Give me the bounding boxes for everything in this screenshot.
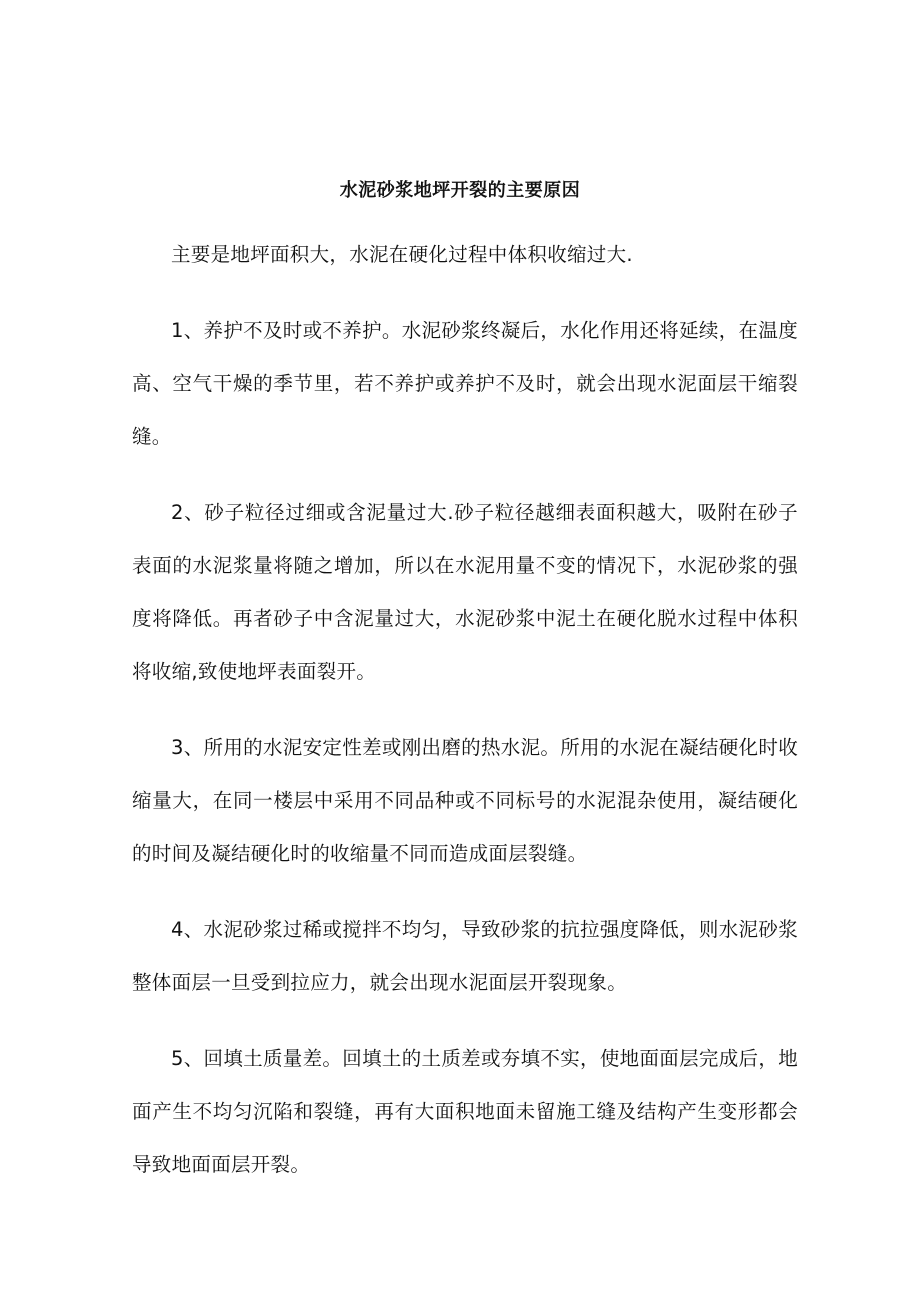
paragraph-4: 4、水泥砂浆过稀或搅拌不均匀，导致砂浆的抗拉强度降低，则水泥砂浆整体面层一旦受到拉应力，就会出现水泥面层开裂现象。 <box>132 918 798 994</box>
paragraph-5: 5、回填土质量差。回填土的土质差或夯填不实，使地面面层完成后，地面产生不均匀沉陷和裂缝，再有大面积地面未留施工缝及结构产生变形都会导致地面面层开裂。 <box>132 1047 798 1176</box>
paragraph-2: 2、砂子粒径过细或含泥量过大.砂子粒径越细表面积越大，吸附在砂子表面的水泥浆量将随之增加，所以在水泥用量不变的情况下，水泥砂浆的强度将降低。再者砂子中含泥量过大，水泥砂浆中泥土在硬化脱水过程中体积将收缩,致使地坪表面裂开。 <box>132 501 798 683</box>
intro-paragraph: 主要是地坪面积大，水泥在硬化过程中体积收缩过大. <box>171 243 633 266</box>
paragraph-1: 1、养护不及时或不养护。水泥砂浆终凝后，水化作用还将延续，在温度高、空气干燥的季节里，若不养护或养护不及时，就会出现水泥面层干缩裂缝。 <box>132 319 798 448</box>
paragraph-3: 3、所用的水泥安定性差或刚出磨的热水泥。所用的水泥在凝结硬化时收缩量大，在同一楼层中采用不同品种或不同标号的水泥混杂使用，凝结硬化的时间及凝结硬化时的收缩量不同而造成面层裂缝。 <box>132 736 798 865</box>
document-title: 水泥砂浆地坪开裂的主要原因 <box>339 180 581 201</box>
document-body <box>132 228 798 1214</box>
